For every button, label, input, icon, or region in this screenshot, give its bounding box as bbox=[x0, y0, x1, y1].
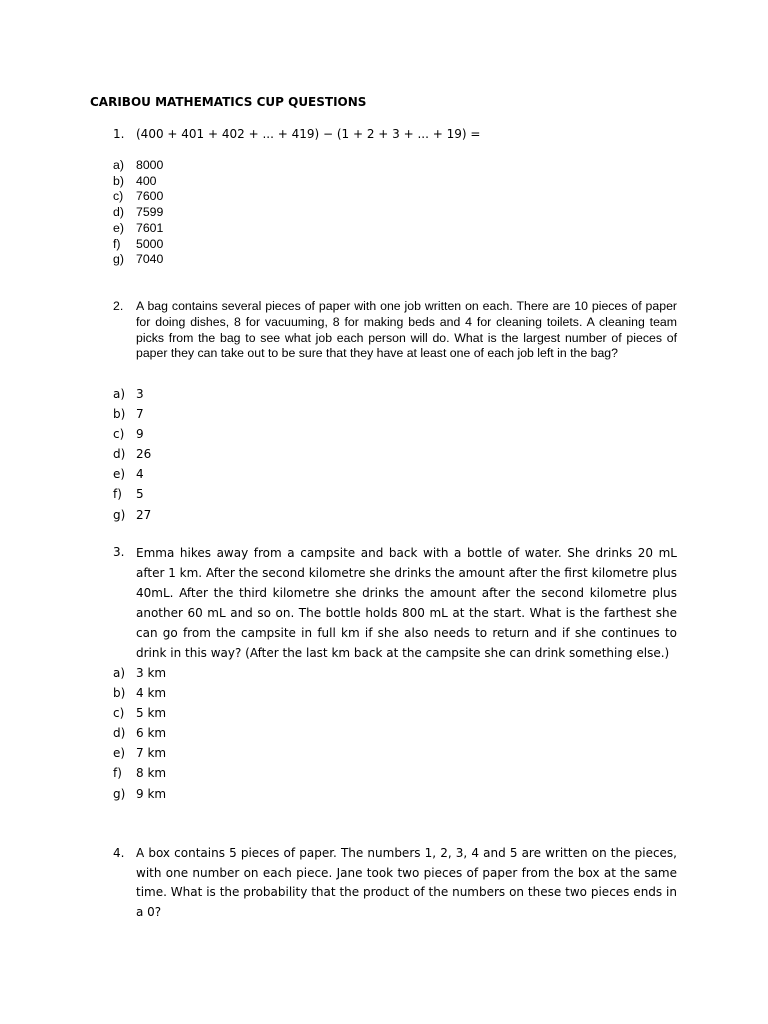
option-text: 5000 bbox=[136, 236, 164, 251]
option-text: 400 bbox=[136, 173, 157, 188]
option-d bbox=[113, 205, 163, 221]
option-text: 7600 bbox=[136, 189, 164, 204]
option-letter: b) bbox=[113, 407, 126, 422]
option-letter: b) bbox=[113, 173, 124, 188]
page-title: CARIBOU MATHEMATICS CUP QUESTIONS bbox=[90, 95, 367, 109]
option-letter: e) bbox=[113, 746, 126, 761]
question-text: A bag contains several pieces of paper with one job written on each. There are 10 pieces of paper for doing dishes, 8 for vacuuming, 8 for making beds and 4 for cleaning toilets. A cleaning team picks from the bag to see what job each person will do. What is the largest number of pieces of paper they can take out to be sure that they have at least one of each job left in the bag? bbox=[136, 299, 677, 361]
option-a bbox=[113, 663, 166, 683]
question-text: A box contains 5 pieces of paper. The numbers 1, 2, 3, 4 and 5 are written on the pieces, with one number on each piece. Jane took two pieces of paper from the box at the same time. What is the probability that the product of the numbers on these two pieces ends in a 0? bbox=[136, 846, 677, 919]
option-f bbox=[113, 237, 163, 253]
option-text: 3 km bbox=[136, 666, 167, 680]
option-letter: g) bbox=[113, 786, 126, 801]
question-number: 1. bbox=[113, 127, 125, 141]
option-letter: d) bbox=[113, 205, 124, 220]
option-c bbox=[113, 703, 166, 723]
option-e bbox=[113, 464, 151, 484]
answer-options bbox=[113, 663, 166, 804]
option-letter: f) bbox=[113, 766, 122, 781]
option-letter: d) bbox=[113, 447, 126, 462]
option-text: 6 km bbox=[136, 726, 167, 741]
option-d bbox=[113, 444, 151, 464]
option-text: 7599 bbox=[136, 205, 164, 220]
option-d bbox=[113, 723, 166, 743]
option-c bbox=[113, 424, 151, 444]
option-c bbox=[113, 189, 163, 205]
option-g bbox=[113, 784, 166, 804]
option-letter: c) bbox=[113, 189, 124, 204]
option-a bbox=[113, 158, 163, 174]
option-letter: g) bbox=[113, 507, 126, 522]
option-text: 8000 bbox=[136, 158, 164, 172]
option-letter: f) bbox=[113, 487, 122, 502]
option-e bbox=[113, 743, 166, 763]
option-b bbox=[113, 174, 163, 190]
option-text: 7601 bbox=[136, 220, 164, 235]
option-letter: e) bbox=[113, 220, 124, 235]
option-text: 4 bbox=[136, 467, 144, 482]
option-letter: e) bbox=[113, 467, 126, 482]
option-text: 5 km bbox=[136, 706, 167, 721]
option-e bbox=[113, 221, 163, 237]
option-letter: b) bbox=[113, 686, 126, 701]
option-letter: c) bbox=[113, 427, 125, 442]
option-text: 4 km bbox=[136, 686, 167, 701]
option-letter: f) bbox=[113, 236, 121, 251]
option-text: 9 bbox=[136, 427, 144, 442]
option-text: 7 km bbox=[136, 746, 167, 761]
option-text: 26 bbox=[136, 447, 152, 462]
option-a bbox=[113, 384, 151, 404]
option-f bbox=[113, 763, 166, 783]
option-b bbox=[113, 683, 166, 703]
option-text: 7040 bbox=[136, 252, 164, 267]
option-letter: d) bbox=[113, 726, 126, 741]
question-text: (400 + 401 + 402 + ... + 419) − (1 + 2 + 3 + ... + 19) = bbox=[136, 127, 481, 141]
question-text: Emma hikes away from a campsite and back with a bottle of water. She drinks 20 mL after 1 km. After the second kilometre she drinks the amount after the first kilometre plus 40mL. After the third kilometre she drinks the amount after the second kilometre plus another 60 mL and so on. The bottle holds 800 mL at the start. What is the farthest she can go from the campsite in full km if she also needs to return and if she continues to drink in this way? (After the last km back at the campsite she can drink something else.) bbox=[136, 546, 677, 661]
option-g bbox=[113, 505, 151, 525]
option-letter: c) bbox=[113, 706, 125, 721]
answer-options bbox=[113, 158, 163, 268]
option-letter: a) bbox=[113, 158, 124, 172]
option-letter: a) bbox=[113, 387, 126, 401]
option-b bbox=[113, 404, 151, 424]
option-text: 5 bbox=[136, 487, 144, 502]
question-number: 3. bbox=[113, 545, 125, 559]
option-text: 7 bbox=[136, 407, 144, 422]
option-text: 3 bbox=[136, 387, 144, 401]
option-letter: a) bbox=[113, 666, 126, 680]
option-text: 9 km bbox=[136, 786, 167, 801]
option-letter: g) bbox=[113, 252, 124, 267]
answer-options bbox=[113, 384, 151, 525]
question-number: 2. bbox=[113, 299, 124, 313]
option-text: 27 bbox=[136, 507, 152, 522]
option-text: 8 km bbox=[136, 766, 167, 781]
option-g bbox=[113, 252, 163, 268]
question-number: 4. bbox=[113, 846, 125, 860]
option-f bbox=[113, 484, 151, 504]
